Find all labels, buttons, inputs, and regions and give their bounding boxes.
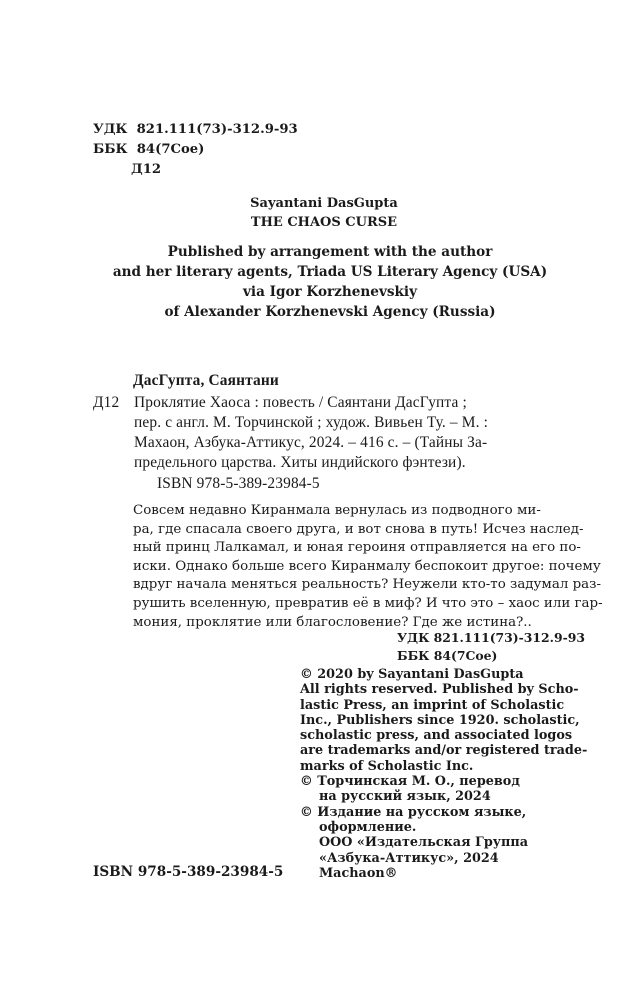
bbk-value: 84(7Сое) <box>136 142 205 157</box>
original-author: Sayantani DasGupta <box>250 196 398 211</box>
copyright-line: «Азбука-Аттикус», 2024 <box>319 850 499 866</box>
isbn-bottom: ISBN 978-5-389-23984-5 <box>93 864 284 880</box>
annotation-line: вдруг начала меняться реальность? Неужели кто-то задумал раз- <box>133 577 601 593</box>
copyright-line: оформление. <box>319 819 417 835</box>
original-edition <box>74 194 574 232</box>
annotation-line: Совсем недавно Киранмала вернулась из подводного ми- <box>133 503 541 518</box>
arrangement-line: Published by arrangement with the author <box>167 244 493 260</box>
arrangement-line: via Igor Korzhenevskiy <box>243 284 417 300</box>
copyright-line: ООО «Издательская Группа <box>319 835 528 851</box>
copyright-line: © Торчинская М. О., перевод <box>300 774 520 790</box>
bib-line: Махаон, Азбука-Аттикус, 2024. – 416 с. – (Тайны За- <box>134 434 488 451</box>
annotation <box>133 502 603 632</box>
copyright-line: All rights reserved. Published by Scho- <box>300 682 579 698</box>
annotation-line: иски. Однако больше всего Киранмалу беспокоит другое: почему <box>133 558 601 574</box>
arrangement-note <box>80 242 580 322</box>
arrangement-line: and her literary agents, Triada US Literary Agency (USA) <box>112 264 548 280</box>
bib-heading: ДасГупта, Саянтани <box>133 372 279 389</box>
annotation-line: мония, проклятие или благословение? Где же истина?.. <box>133 614 532 630</box>
annotation-line: ный принц Лалкамал, и юная героиня отправляется на его по- <box>133 540 581 556</box>
annotation-line: ра, где спасала своего друга, и вот снова в путь! Исчез наслед- <box>133 521 584 537</box>
udk-line <box>93 120 298 140</box>
author-mark-top: Д12 <box>131 162 162 177</box>
annotation-line: рушить вселенную, превратив её в миф? И что это – хаос или гар- <box>133 595 603 611</box>
copyright-line: Machaon® <box>319 865 398 881</box>
copyright-line: Inc., Publishers since 1920. scholastic, <box>300 712 580 728</box>
bib-line: Проклятие Хаоса : повесть / Саянтани ДасГупта ; <box>134 394 467 411</box>
copyright-line: are trademarks and/or registered trade- <box>300 743 588 759</box>
bbk-repeat: ББК 84(7Сое) <box>397 648 498 663</box>
udk-value: 821.111(73)-312.9-93 <box>136 122 298 137</box>
bib-description <box>134 393 488 473</box>
bib-isbn: ISBN 978-5-389-23984-5 <box>157 475 320 492</box>
copyright-line: © 2020 by Sayantani DasGupta <box>300 667 524 682</box>
bib-mark: Д12 <box>93 394 120 411</box>
copyright-block <box>300 667 587 881</box>
bib-line: предельного царства. Хиты индийского фэнтези). <box>134 454 466 471</box>
arrangement-line: of Alexander Korzhenevski Agency (Russia) <box>164 304 496 320</box>
copyright-line: на русский язык, 2024 <box>319 789 491 805</box>
udk-repeat: УДК 821.111(73)-312.9-93 <box>397 630 585 645</box>
bbk-label: ББК <box>93 142 128 157</box>
copyright-line: scholastic press, and associated logos <box>300 728 573 744</box>
udk-label: УДК <box>93 122 128 137</box>
bbk-line <box>93 140 204 160</box>
bib-line: пер. с англ. М. Торчинской ; худож. Вивьен Ту. – М. : <box>134 414 489 431</box>
copyright-line: lastic Press, an imprint of Scholastic <box>300 697 565 713</box>
copyright-line: © Издание на русском языке, <box>300 804 527 820</box>
copyright-line: marks of Scholastic Inc. <box>300 758 474 774</box>
original-title: THE CHAOS CURSE <box>250 215 398 230</box>
